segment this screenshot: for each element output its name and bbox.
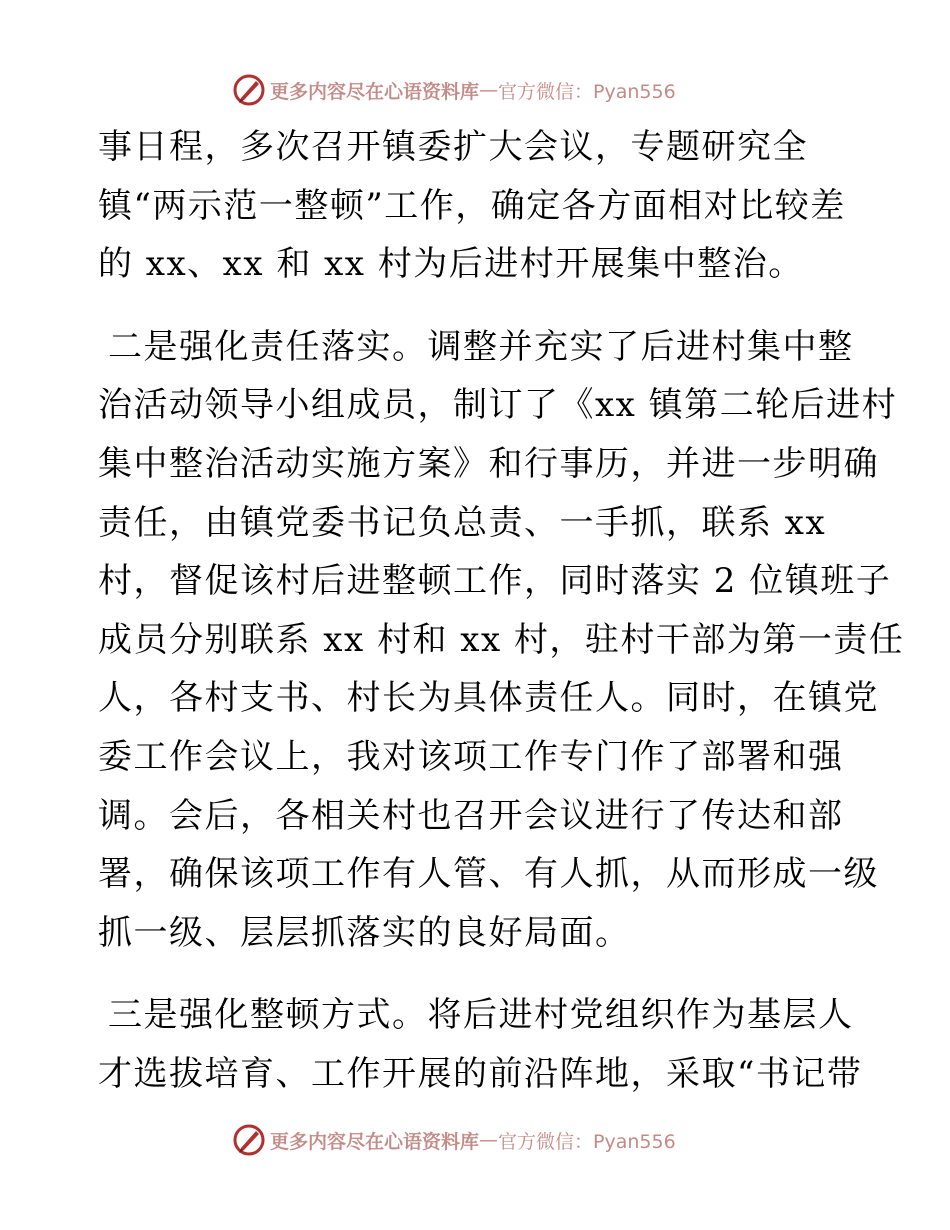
paragraph: [98, 118, 858, 294]
text-line: 委工作会议上，我对该项工作专门作了部署和强: [98, 736, 844, 777]
text-line: 调。会后，各相关村也召开会议进行了传达和部: [98, 795, 844, 836]
text-line: 抓一级、层层抓落实的良好局面。: [98, 912, 631, 953]
text-line: 二是强化责任落实。调整并充实了后进村集中整: [108, 326, 854, 367]
text-line: 责任，由镇党委书记负总责、一手抓，联系 xx: [98, 502, 827, 543]
header-banner: [232, 72, 752, 108]
text-line: 治活动领导小组成员，制订了《xx 镇第二轮后进村: [98, 385, 898, 426]
text-line: 事日程，多次召开镇委扩大会议，专题研究全: [98, 127, 808, 167]
banner-site-text: 更多内容尽在心语资料库: [270, 80, 480, 103]
text-line: 人，各村支书、村长为具体责任人。同时，在镇党: [98, 678, 879, 719]
text-line: 成员分别联系 xx 村和 xx 村，驻村干部为第一责任: [98, 619, 905, 660]
text-line: 集中整治活动实施方案》和行事历，并进一步明确: [98, 443, 879, 484]
banner-separator: —: [479, 79, 499, 101]
footer-banner: [232, 1122, 752, 1158]
text-line: 的 xx、xx 和 xx 村为后进村开展集中整治。: [98, 244, 804, 285]
banner-wechat-text: 官方微信：Pyan556: [498, 1130, 676, 1153]
text-line: 三是强化整顿方式。将后进村党组织作为基层人: [108, 995, 854, 1036]
banner-separator: —: [479, 1129, 499, 1151]
document-body: [98, 118, 905, 1104]
banner-wechat-text: 官方微信：Pyan556: [498, 80, 676, 103]
text-line: 署，确保该项工作有人管、有人抓，从而形成一级: [98, 854, 879, 895]
text-line: 镇“两示范一整顿”工作，确定各方面相对比较差: [98, 185, 846, 226]
quill-logo-icon: [232, 73, 266, 107]
paragraph: [98, 986, 863, 1103]
quill-logo-icon: [232, 1123, 266, 1157]
banner-site-text: 更多内容尽在心语资料库: [270, 1130, 480, 1153]
text-line: 村，督促该村后进整顿工作，同时落实 2 位镇班子: [98, 561, 892, 602]
text-line: 才选拔培育、工作开展的前沿阵地，采取“书记带: [98, 1053, 863, 1094]
paragraph: [98, 318, 905, 963]
